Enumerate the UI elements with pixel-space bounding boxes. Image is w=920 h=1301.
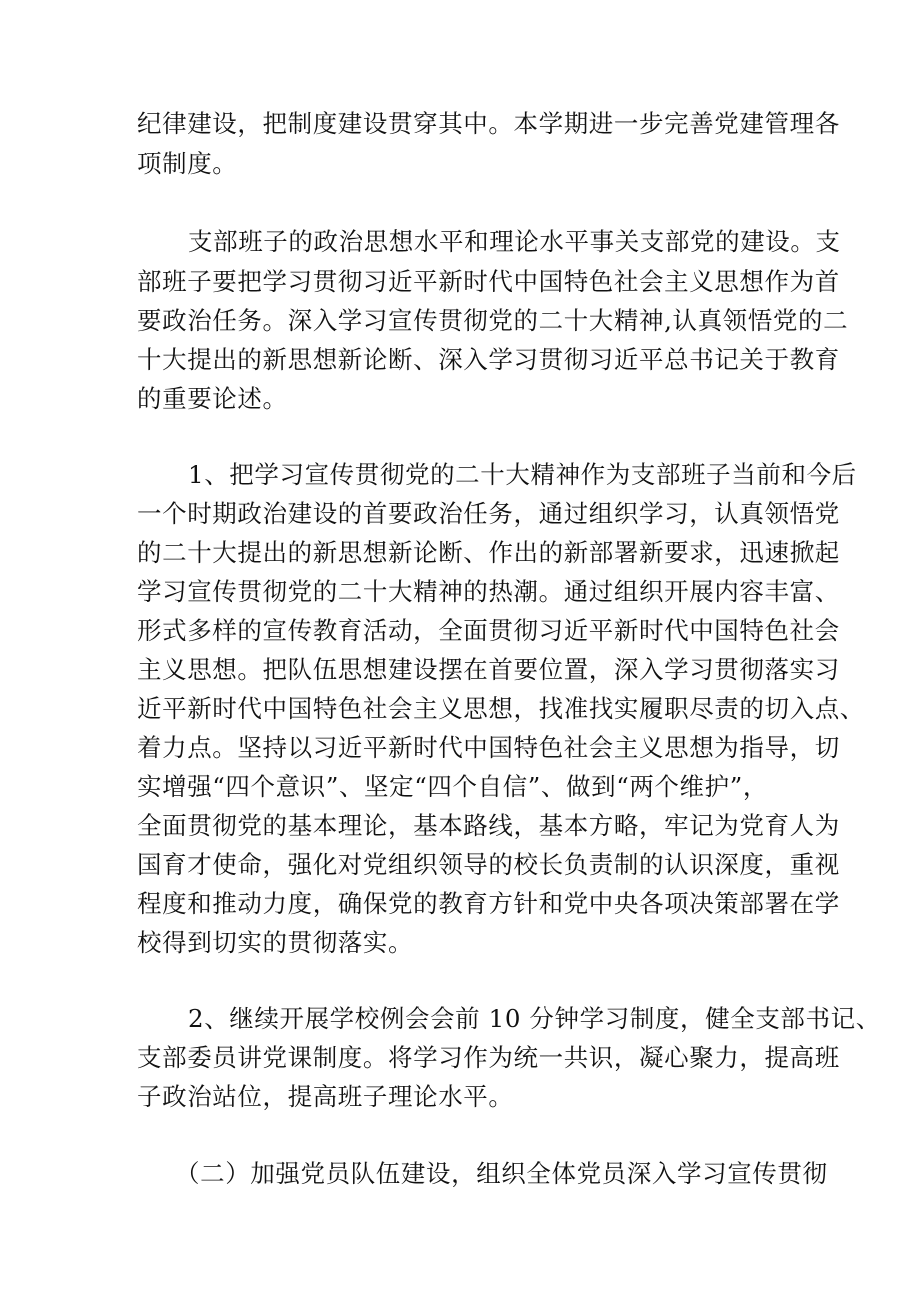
text-line: 实增强“四个意识”、坚定“四个自信”、做到“两个维护”， — [137, 772, 768, 801]
text-line: 2、继续开展学校例会会前 10 分钟学习制度，健全支部书记、 — [188, 1004, 881, 1033]
text-line: 的二十大提出的新思想新论断、作出的新部署新要求，迅速掀起 — [137, 538, 840, 567]
text-line: 的重要论述。 — [137, 384, 288, 413]
text-line: 部班子要把学习贯彻习近平新时代中国特色社会主义思想作为首 — [137, 267, 840, 296]
text-line: 一个时期政治建设的首要政治任务，通过组织学习，认真领悟党 — [137, 499, 840, 528]
text-line: 支部委员讲党课制度。将学习作为统一共识，凝心聚力，提高班 — [137, 1043, 840, 1072]
text-line: 十大提出的新思想新论断、深入学习贯彻习近平总书记关于教育 — [137, 345, 840, 374]
text-line: 要政治任务。深入学习宣传贯彻党的二十大精神,认真领悟党的二 — [137, 306, 849, 335]
text-line: 主义思想。把队伍思想建设摆在首要位置，深入学习贯彻落实习 — [137, 655, 840, 684]
text-line: 程度和推动力度，确保党的教育方针和党中央各项决策部署在学 — [137, 889, 840, 918]
text-line: 全面贯彻党的基本理论，基本路线，基本方略，牢记为党育人为 — [137, 811, 840, 840]
text-line: 近平新时代中国特色社会主义思想，找准找实履职尽责的切入点、 — [137, 694, 865, 723]
text-line: 1、把学习宣传贯彻党的二十大精神作为支部班子当前和今后 — [188, 460, 857, 489]
text-line: 着力点。坚持以习近平新时代中国特色社会主义思想为指导，切 — [137, 733, 840, 762]
text-line: 纪律建设，把制度建设贯穿其中。本学期进一步完善党建管理各 — [137, 109, 840, 138]
text-line: 国育才使命，强化对党组织领导的校长负责制的认识深度，重视 — [137, 850, 840, 879]
text-line: 校得到切实的贯彻落实。 — [137, 928, 414, 957]
text-line: 项制度。 — [137, 149, 238, 178]
section-heading-line: （二）加强党员队伍建设，组织全体党员深入学习宣传贯彻 — [175, 1159, 828, 1188]
text-line: 支部班子的政治思想水平和理论水平事关支部党的建设。支 — [188, 227, 841, 256]
text-line: 子政治站位，提高班子理论水平。 — [137, 1082, 514, 1111]
text-line: 形式多样的宣传教育活动，全面贯彻习近平新时代中国特色社会 — [137, 616, 840, 645]
text-line: 学习宣传贯彻党的二十大精神的热潮。通过组织开展内容丰富、 — [137, 577, 840, 606]
